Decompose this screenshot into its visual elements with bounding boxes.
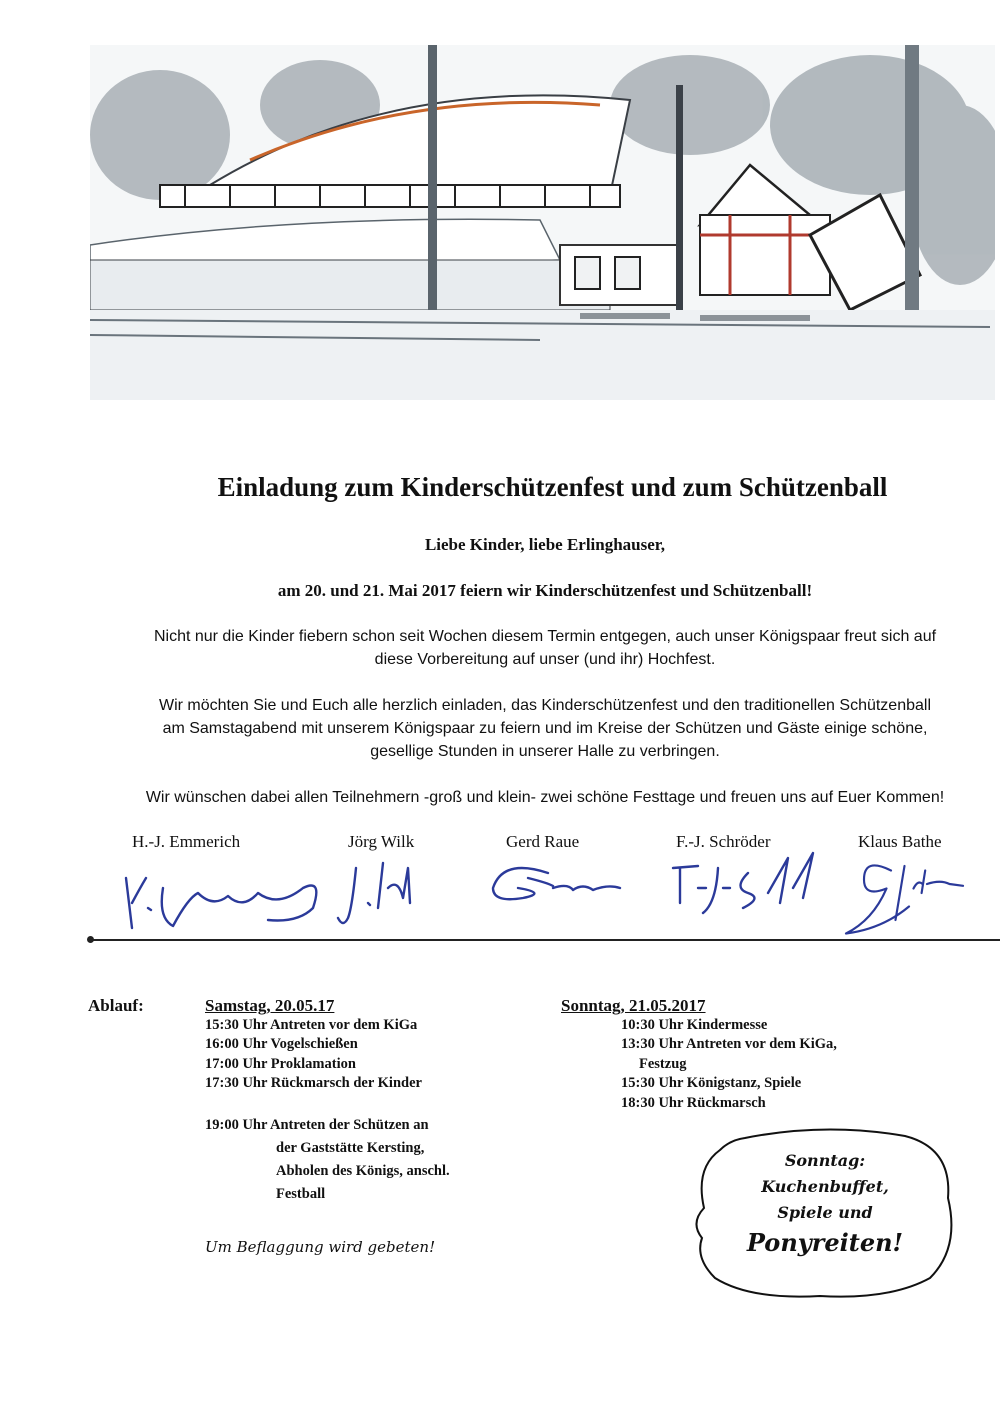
- paragraph-line: am Samstagabend mit unserem Königspaar zu feiern und im Kreise der Schützen und Gäste einige schöne,: [162, 720, 928, 737]
- hero-illustration: [90, 45, 995, 400]
- schedule-item: der Gaststätte Kersting,: [276, 1140, 425, 1156]
- signature-image: [488, 848, 628, 938]
- bubble-line: Sonntag:: [784, 1151, 866, 1170]
- divider-dot: [87, 936, 94, 943]
- greeting: Liebe Kinder, liebe Erlinghauser,: [424, 535, 666, 554]
- paragraph-wishes: [90, 786, 1000, 809]
- schedule-label: Ablauf:: [88, 996, 144, 1015]
- schedule-item: Abholen des Königs, anschl.: [276, 1163, 450, 1179]
- divider-line: [90, 939, 1000, 941]
- schedule-item: 16:00 Uhr Vogelschießen: [205, 1036, 358, 1052]
- bubble-line-large: Ponyreiten!: [746, 1228, 904, 1257]
- paragraph-line: Wir wünschen dabei allen Teilnehmern -groß und klein- zwei schöne Festtage und freuen uns auf Euer Kommen!: [145, 789, 945, 806]
- signer-name: Gerd Raue: [506, 832, 580, 851]
- paragraph-line: Nicht nur die Kinder fiebern schon seit Wochen diesem Termin entgegen, auch unser Königspaar freut sich auf: [153, 628, 937, 645]
- schedule-item: 17:00 Uhr Proklamation: [205, 1055, 356, 1072]
- signer-name: H.-J. Emmerich: [132, 832, 241, 851]
- signer-name: F.-J. Schröder: [676, 832, 771, 851]
- bubble-line: Kuchenbuffet,: [761, 1177, 889, 1196]
- announcement: am 20. und 21. Mai 2017 feiern wir Kinderschützenfest und Schützenball!: [277, 581, 813, 600]
- schedule-item: 13:30 Uhr Antreten vor dem KiGa,: [621, 1036, 837, 1052]
- schedule-item: Festball: [276, 1186, 326, 1202]
- schedule-item: 17:30 Uhr Rückmarsch der Kinder: [205, 1075, 422, 1091]
- schedule-item: 15:30 Uhr Antreten vor dem KiGa: [205, 1016, 418, 1033]
- schedule-item: Festzug: [639, 1055, 687, 1072]
- flag-note: Um Beflaggung wird gebeten!: [205, 1238, 436, 1256]
- schedule-item: 15:30 Uhr Königstanz, Spiele: [621, 1075, 802, 1091]
- schedule-item: 10:30 Uhr Kindermesse: [621, 1016, 768, 1033]
- signature-image: [668, 848, 828, 938]
- signature-image: [338, 848, 428, 938]
- paragraph-line: Wir möchten Sie und Euch alle herzlich einladen, das Kinderschützenfest und den traditionellen Schützenball: [158, 697, 932, 714]
- bubble-text: [690, 1148, 960, 1260]
- paragraph-line: diese Vorbereitung auf unser (und ihr) Hochfest.: [374, 651, 716, 668]
- schedule-item: 19:00 Uhr Antreten der Schützen an: [205, 1117, 429, 1133]
- sunday-heading: Sonntag, 21.05.2017: [561, 996, 706, 1015]
- saturday-heading: Samstag, 20.05.17: [205, 996, 335, 1015]
- schedule-item: 18:30 Uhr Rückmarsch: [621, 1094, 766, 1111]
- page-title: Einladung zum Kinderschützenfest und zum Schützenball: [217, 472, 888, 502]
- signer-name: Jörg Wilk: [348, 832, 415, 851]
- bubble-line: Spiele und: [777, 1203, 873, 1222]
- signature-image: [118, 848, 328, 938]
- saturday-evening: [205, 1114, 450, 1206]
- signer-name: Klaus Bathe: [858, 832, 942, 851]
- saturday-schedule: [205, 996, 422, 1094]
- signature-image: [820, 848, 980, 938]
- sunday-highlight-bubble: [690, 1128, 960, 1303]
- sunday-schedule: [561, 996, 837, 1113]
- paragraph-intro: [90, 625, 1000, 671]
- paragraph-invitation: [90, 694, 1000, 763]
- paragraph-line: gesellige Stunden in unserer Halle zu verbringen.: [370, 743, 720, 760]
